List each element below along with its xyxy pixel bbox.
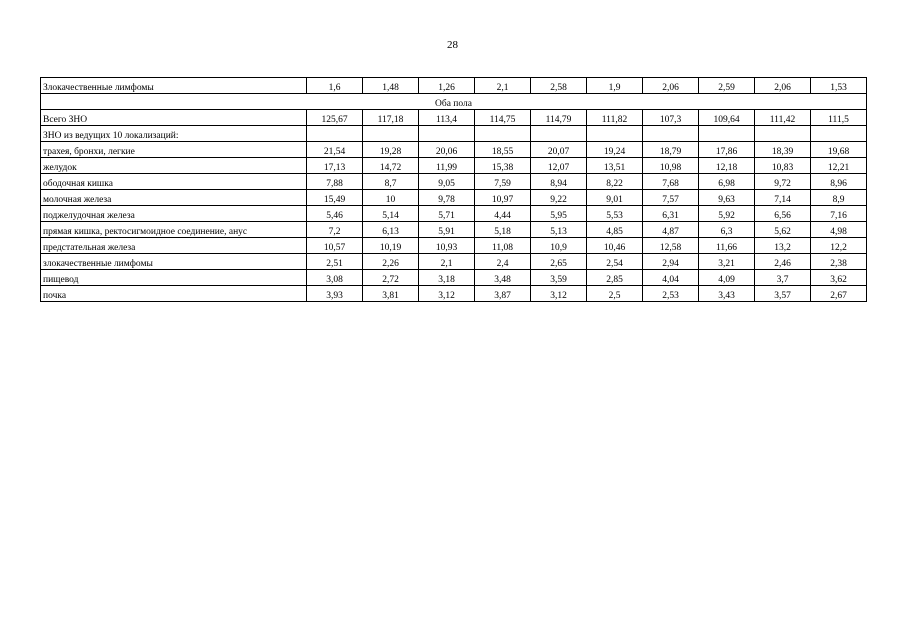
table-row [41, 126, 867, 142]
table-row [41, 190, 867, 206]
row-label-cell: ободочная кишка [41, 174, 307, 190]
value-cell: 21,54 [307, 142, 363, 158]
value-cell: 9,78 [419, 190, 475, 206]
value-cell: 6,3 [699, 222, 755, 238]
value-cell: 13,2 [755, 238, 811, 254]
table-row [41, 110, 867, 126]
value-cell: 8,7 [363, 174, 419, 190]
value-cell [643, 126, 699, 142]
value-cell: 8,96 [811, 174, 867, 190]
value-cell: 117,18 [363, 110, 419, 126]
value-cell: 2,94 [643, 254, 699, 270]
value-cell: 6,56 [755, 206, 811, 222]
table-row [41, 174, 867, 190]
row-label-cell: Всего ЗНО [41, 110, 307, 126]
value-cell [475, 126, 531, 142]
value-cell [699, 126, 755, 142]
row-label-cell: Злокачественные лимфомы [41, 78, 307, 94]
row-label-cell: молочная железа [41, 190, 307, 206]
value-cell: 9,72 [755, 174, 811, 190]
value-cell: 2,58 [531, 78, 587, 94]
value-cell [419, 126, 475, 142]
table-row [41, 286, 867, 302]
table-row [41, 238, 867, 254]
section-header-cell: Оба пола [41, 94, 867, 110]
value-cell: 1,26 [419, 78, 475, 94]
table-row [41, 254, 867, 270]
value-cell: 3,93 [307, 286, 363, 302]
value-cell: 12,21 [811, 158, 867, 174]
value-cell: 111,42 [755, 110, 811, 126]
value-cell: 2,38 [811, 254, 867, 270]
value-cell: 12,2 [811, 238, 867, 254]
value-cell: 5,14 [363, 206, 419, 222]
value-cell: 19,28 [363, 142, 419, 158]
value-cell: 5,46 [307, 206, 363, 222]
value-cell: 19,24 [587, 142, 643, 158]
value-cell: 2,06 [643, 78, 699, 94]
row-label-cell: желудок [41, 158, 307, 174]
value-cell: 3,12 [419, 286, 475, 302]
value-cell: 2,53 [643, 286, 699, 302]
value-cell: 12,58 [643, 238, 699, 254]
value-cell: 4,09 [699, 270, 755, 286]
value-cell: 10,46 [587, 238, 643, 254]
page-number: 28 [447, 39, 458, 51]
value-cell: 5,18 [475, 222, 531, 238]
value-cell: 14,72 [363, 158, 419, 174]
value-cell: 4,87 [643, 222, 699, 238]
value-cell: 20,06 [419, 142, 475, 158]
value-cell: 111,82 [587, 110, 643, 126]
row-label-cell: предстательная железа [41, 238, 307, 254]
row-label-cell: почка [41, 286, 307, 302]
value-cell: 7,68 [643, 174, 699, 190]
value-cell: 5,13 [531, 222, 587, 238]
value-cell: 1,6 [307, 78, 363, 94]
value-cell: 8,9 [811, 190, 867, 206]
value-cell: 11,99 [419, 158, 475, 174]
value-cell: 10,83 [755, 158, 811, 174]
value-cell: 20,07 [531, 142, 587, 158]
table-row [41, 142, 867, 158]
value-cell: 2,54 [587, 254, 643, 270]
value-cell: 15,49 [307, 190, 363, 206]
table-row [41, 78, 867, 94]
row-label-cell: пищевод [41, 270, 307, 286]
value-cell: 7,14 [755, 190, 811, 206]
value-cell: 17,86 [699, 142, 755, 158]
value-cell: 6,13 [363, 222, 419, 238]
value-cell: 2,65 [531, 254, 587, 270]
value-cell: 111,5 [811, 110, 867, 126]
value-cell [755, 126, 811, 142]
row-label-cell: поджелудочная железа [41, 206, 307, 222]
value-cell: 5,91 [419, 222, 475, 238]
value-cell: 4,44 [475, 206, 531, 222]
table-row [41, 270, 867, 286]
table-row [41, 222, 867, 238]
value-cell: 3,62 [811, 270, 867, 286]
value-cell: 10,93 [419, 238, 475, 254]
value-cell: 107,3 [643, 110, 699, 126]
value-cell: 9,63 [699, 190, 755, 206]
value-cell [587, 126, 643, 142]
value-cell: 3,59 [531, 270, 587, 286]
row-label-cell: злокачественные лимфомы [41, 254, 307, 270]
value-cell: 3,48 [475, 270, 531, 286]
row-label-cell: трахея, бронхи, легкие [41, 142, 307, 158]
value-cell: 10,19 [363, 238, 419, 254]
value-cell: 10 [363, 190, 419, 206]
value-cell: 2,06 [755, 78, 811, 94]
row-label-cell: ЗНО из ведущих 10 локализаций: [41, 126, 307, 142]
value-cell: 3,57 [755, 286, 811, 302]
value-cell: 2,85 [587, 270, 643, 286]
value-cell [307, 126, 363, 142]
value-cell: 10,57 [307, 238, 363, 254]
value-cell: 6,98 [699, 174, 755, 190]
value-cell: 2,26 [363, 254, 419, 270]
value-cell: 1,48 [363, 78, 419, 94]
value-cell: 3,18 [419, 270, 475, 286]
value-cell: 9,22 [531, 190, 587, 206]
value-cell: 3,87 [475, 286, 531, 302]
row-label-cell: прямая кишка, ректосигмоидное соединение, анус [41, 222, 307, 238]
value-cell: 12,18 [699, 158, 755, 174]
value-cell: 7,2 [307, 222, 363, 238]
value-cell: 2,4 [475, 254, 531, 270]
value-cell: 2,1 [475, 78, 531, 94]
value-cell: 6,31 [643, 206, 699, 222]
value-cell: 125,67 [307, 110, 363, 126]
value-cell: 5,92 [699, 206, 755, 222]
value-cell: 7,88 [307, 174, 363, 190]
value-cell: 8,94 [531, 174, 587, 190]
value-cell: 2,51 [307, 254, 363, 270]
value-cell: 114,79 [531, 110, 587, 126]
value-cell: 4,04 [643, 270, 699, 286]
value-cell: 18,79 [643, 142, 699, 158]
value-cell: 9,01 [587, 190, 643, 206]
value-cell: 2,72 [363, 270, 419, 286]
value-cell: 2,1 [419, 254, 475, 270]
value-cell: 17,13 [307, 158, 363, 174]
value-cell: 3,43 [699, 286, 755, 302]
value-cell: 2,59 [699, 78, 755, 94]
value-cell: 18,55 [475, 142, 531, 158]
value-cell: 5,71 [419, 206, 475, 222]
value-cell: 10,98 [643, 158, 699, 174]
value-cell: 113,4 [419, 110, 475, 126]
value-cell: 4,85 [587, 222, 643, 238]
value-cell: 5,62 [755, 222, 811, 238]
value-cell: 3,21 [699, 254, 755, 270]
value-cell: 5,53 [587, 206, 643, 222]
value-cell: 11,08 [475, 238, 531, 254]
value-cell: 1,53 [811, 78, 867, 94]
table-section-row [41, 94, 867, 110]
value-cell: 3,08 [307, 270, 363, 286]
value-cell: 109,64 [699, 110, 755, 126]
value-cell: 18,39 [755, 142, 811, 158]
value-cell: 11,66 [699, 238, 755, 254]
value-cell: 1,9 [587, 78, 643, 94]
value-cell: 15,38 [475, 158, 531, 174]
value-cell: 3,7 [755, 270, 811, 286]
value-cell: 7,16 [811, 206, 867, 222]
value-cell: 114,75 [475, 110, 531, 126]
value-cell: 4,98 [811, 222, 867, 238]
value-cell: 13,51 [587, 158, 643, 174]
value-cell: 10,97 [475, 190, 531, 206]
value-cell: 2,46 [755, 254, 811, 270]
value-cell [363, 126, 419, 142]
value-cell: 2,67 [811, 286, 867, 302]
value-cell [811, 126, 867, 142]
table-row [41, 158, 867, 174]
value-cell: 7,59 [475, 174, 531, 190]
value-cell: 9,05 [419, 174, 475, 190]
value-cell: 7,57 [643, 190, 699, 206]
value-cell: 3,12 [531, 286, 587, 302]
value-cell: 3,81 [363, 286, 419, 302]
value-cell: 2,5 [587, 286, 643, 302]
table-row [41, 206, 867, 222]
value-cell: 8,22 [587, 174, 643, 190]
value-cell: 10,9 [531, 238, 587, 254]
value-cell: 12,07 [531, 158, 587, 174]
value-cell: 19,68 [811, 142, 867, 158]
value-cell [531, 126, 587, 142]
statistics-table [40, 77, 867, 302]
value-cell: 5,95 [531, 206, 587, 222]
